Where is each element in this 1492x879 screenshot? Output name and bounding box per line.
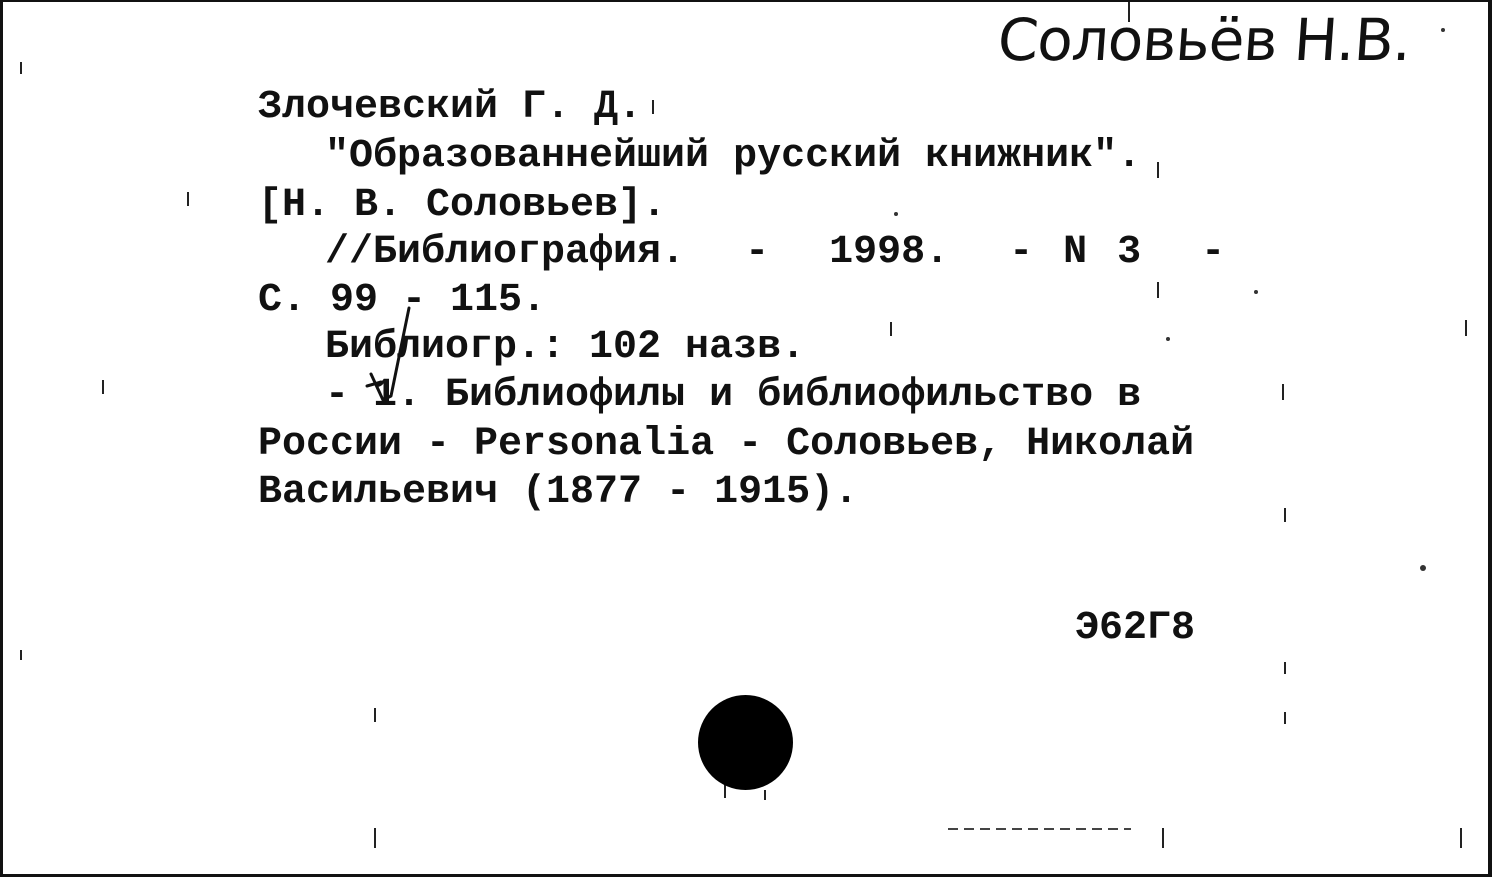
source-line: //Библиография. - 1998. - N 3 -	[325, 230, 1226, 275]
subject-heading-line-1: - 1. Библиофилы и библиофильство в	[325, 373, 1142, 418]
subject-person-line: [Н. В. Соловьев].	[258, 183, 667, 228]
pages-line: С. 99 - 115.	[258, 278, 547, 323]
shelfmark-code: Э62Г8	[1075, 606, 1196, 651]
card-punch-hole	[698, 695, 793, 790]
subject-heading-line-2: России - Personalia - Соловьев, Николай	[258, 422, 1195, 467]
subject-heading-line-3: Васильевич (1877 - 1915).	[258, 470, 859, 515]
handwritten-checkmark-icon	[363, 302, 483, 422]
author-line: Злочевский Г. Д.	[258, 85, 643, 130]
title-line: "Образованнейший русский книжник".	[325, 134, 1142, 179]
handwritten-heading: Соловьёв Н.В.	[995, 6, 1413, 74]
bibliography-note-line: Библиогр.: 102 назв.	[325, 325, 806, 370]
